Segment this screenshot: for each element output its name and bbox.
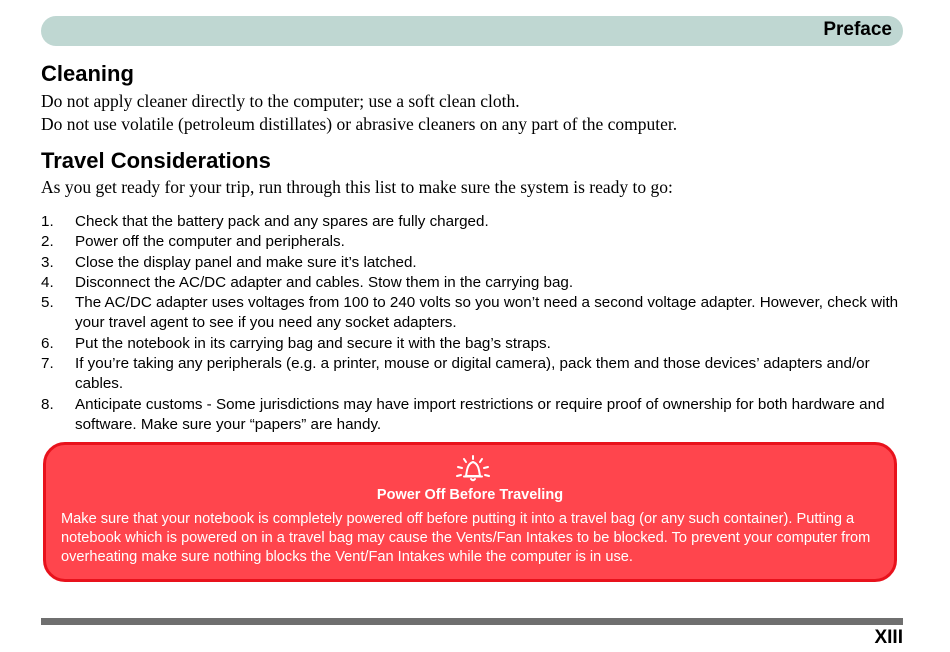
cleaning-heading: Cleaning [41, 61, 134, 86]
item-text: Disconnect the AC/DC adapter and cables. Stow them in the carrying bag. [75, 273, 574, 291]
list-item [41, 273, 903, 293]
cleaning-line: Do not apply cleaner directly to the computer; use a soft clean cloth. [41, 91, 520, 111]
item-number: 7. [41, 355, 54, 373]
item-number: 4. [41, 273, 54, 291]
item-number: 8. [41, 395, 54, 413]
item-number: 5. [41, 294, 54, 312]
cleaning-line: Do not use volatile (petroleum distillates) or abrasive cleaners on any part of the computer. [41, 114, 678, 134]
footer-rule [41, 618, 903, 625]
cleaning-text [41, 90, 901, 136]
item-text: If you’re taking any peripherals (e.g. a printer, mouse or digital camera), pack them and those devices’ adapters and/or cables. [75, 355, 870, 393]
travel-checklist [41, 212, 903, 435]
list-item [41, 293, 903, 334]
item-number: 2. [41, 233, 54, 251]
item-text: Put the notebook in its carrying bag and secure it with the bag’s straps. [75, 334, 551, 352]
list-item [41, 354, 903, 395]
alarm-bell-icon [455, 455, 491, 483]
header-bar [41, 16, 903, 46]
list-item [41, 212, 903, 232]
item-text: Power off the computer and peripherals. [75, 233, 345, 251]
travel-heading: Travel Considerations [41, 148, 271, 173]
page-number: XIII [874, 627, 903, 648]
item-number: 3. [41, 253, 54, 271]
item-number: 1. [41, 213, 54, 230]
list-item [41, 334, 903, 354]
item-text: Anticipate customs - Some jurisdictions may have import restrictions or require proof of ownership for both hardware and software. Make sure your “papers” are handy. [75, 395, 885, 433]
list-item [41, 395, 903, 436]
item-text: Check that the battery pack and any spares are fully charged. [75, 213, 489, 230]
item-text: Close the display panel and make sure it’s latched. [75, 253, 417, 271]
warning-box [43, 442, 897, 582]
warning-title: Power Off Before Traveling [376, 487, 564, 503]
list-item [41, 232, 903, 252]
section-title: Preface [823, 19, 892, 40]
travel-intro: As you get ready for your trip, run through this list to make sure the system is ready to go: [41, 177, 673, 197]
item-text: The AC/DC adapter uses voltages from 100 to 240 volts so you won’t need a second voltage adapter. However, check with your travel agent to see if you need any socket adapters. [75, 294, 899, 332]
item-number: 6. [41, 334, 54, 352]
warning-text: Make sure that your notebook is completely powered off before putting it into a travel bag (or any such container). Putting a notebook which is powered on in a travel bag may cause the Vents/Fan Intakes to be blocked. To prevent your computer from overheating make sure nothing blocks the Vent/Fan Intakes while the computer is in use. [61, 511, 871, 565]
list-item [41, 253, 903, 273]
